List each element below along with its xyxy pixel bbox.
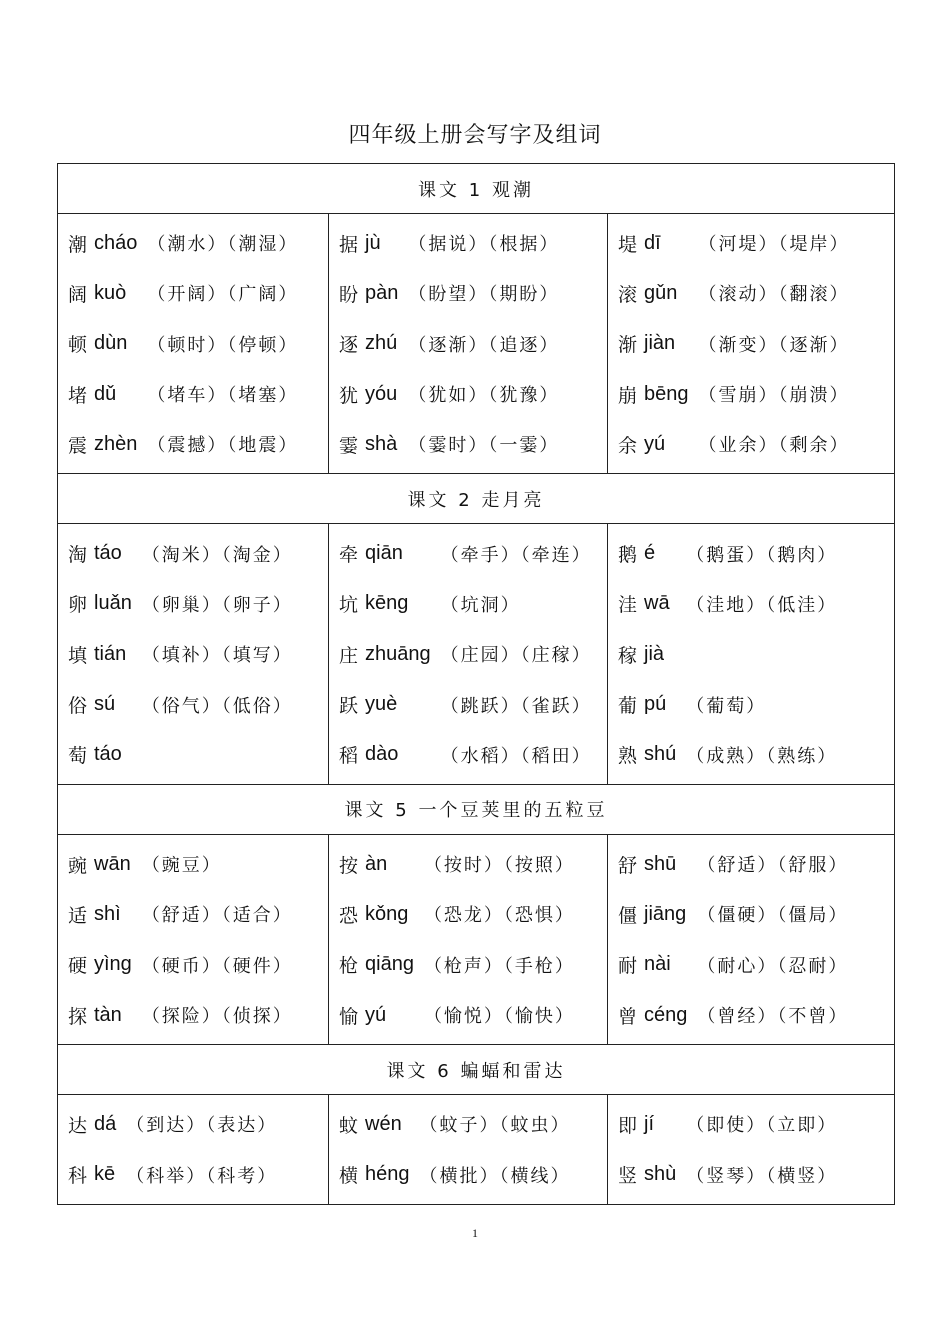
word-group: （庄园）（庄稼） xyxy=(440,645,592,667)
pinyin: dào xyxy=(365,743,399,766)
character-entry xyxy=(68,268,328,318)
hanzi-character: 霎 xyxy=(339,434,359,457)
lesson-header xyxy=(58,784,895,834)
pinyin: héng xyxy=(365,1163,410,1186)
character-entry xyxy=(339,730,607,780)
hanzi-character: 竖 xyxy=(618,1165,638,1188)
hanzi-character: 熟 xyxy=(618,745,638,768)
character-column xyxy=(608,1095,895,1205)
word-group: （震撼）（地震） xyxy=(147,435,299,457)
hanzi-character: 豌 xyxy=(68,854,88,877)
lesson-title: 课文 1 观潮 xyxy=(418,179,534,201)
pinyin: yìng xyxy=(94,953,132,976)
character-entry xyxy=(68,218,328,268)
word-group: （葡萄） xyxy=(686,695,767,717)
word-group: （犹如）（犹豫） xyxy=(408,385,560,407)
pinyin: jí xyxy=(644,1112,654,1135)
pinyin: jiàn xyxy=(644,332,676,355)
hanzi-character: 余 xyxy=(618,434,638,457)
pinyin: céng xyxy=(644,1003,688,1026)
character-column xyxy=(608,524,895,784)
word-group: （俗气）（低俗） xyxy=(141,695,293,717)
pinyin: kē xyxy=(94,1163,116,1186)
pinyin: yuè xyxy=(365,693,398,716)
hanzi-character: 卵 xyxy=(68,594,88,617)
pinyin: zhuāng xyxy=(365,642,431,665)
hanzi-character: 按 xyxy=(339,854,359,877)
pinyin: yú xyxy=(644,432,666,455)
lesson-title: 课文 5 一个豆荚里的五粒豆 xyxy=(344,800,608,822)
hanzi-character: 探 xyxy=(68,1005,88,1028)
pinyin: é xyxy=(644,542,656,565)
pinyin: wā xyxy=(644,592,670,615)
word-group: （僵硬）（僵局） xyxy=(697,905,849,927)
hanzi-character: 庄 xyxy=(339,644,359,667)
hanzi-character: 适 xyxy=(68,904,88,927)
character-entry xyxy=(68,1149,328,1199)
word-group: （即使）（立即） xyxy=(686,1115,838,1137)
character-entry xyxy=(68,319,328,369)
word-group: （按时）（按照） xyxy=(423,855,575,877)
lesson-content-row xyxy=(58,214,895,474)
vocabulary-table xyxy=(57,163,895,1205)
character-entry xyxy=(339,218,607,268)
character-entry xyxy=(618,730,894,780)
word-group: （鹅蛋）（鹅肉） xyxy=(686,544,838,566)
hanzi-character: 蚊 xyxy=(339,1114,359,1137)
character-entry xyxy=(618,319,894,369)
word-group: （探险）（侦探） xyxy=(141,1006,293,1027)
page-title: 四年级上册会写字及组词 xyxy=(348,123,602,148)
character-entry xyxy=(339,940,607,990)
character-entry xyxy=(339,579,607,629)
character-entry xyxy=(618,528,894,578)
hanzi-character: 震 xyxy=(68,434,88,457)
hanzi-character: 堤 xyxy=(618,233,638,256)
character-entry xyxy=(68,629,328,679)
character-entry xyxy=(339,319,607,369)
pinyin: shà xyxy=(365,432,398,455)
word-group: （洼地）（低洼） xyxy=(686,594,838,616)
pinyin: shū xyxy=(644,852,677,875)
hanzi-character: 硬 xyxy=(68,955,88,978)
hanzi-character: 渐 xyxy=(618,334,638,357)
character-column xyxy=(608,834,895,1044)
character-entry xyxy=(618,679,894,729)
character-entry xyxy=(68,839,328,889)
word-group: （牵手）（牵连） xyxy=(440,544,592,566)
pinyin: dùn xyxy=(94,332,128,355)
character-entry xyxy=(68,730,328,780)
hanzi-character: 恐 xyxy=(339,904,359,927)
pinyin: jù xyxy=(365,231,381,254)
hanzi-character: 淘 xyxy=(68,544,88,567)
character-entry xyxy=(618,940,894,990)
word-group: （顿时）（停顿） xyxy=(147,334,299,356)
word-group: （卵巢）（卵子） xyxy=(141,594,293,616)
character-entry xyxy=(618,419,894,469)
character-entry xyxy=(68,419,328,469)
character-entry xyxy=(618,990,894,1040)
hanzi-character: 盼 xyxy=(339,283,359,306)
pinyin: táo xyxy=(94,743,122,766)
character-entry xyxy=(618,839,894,889)
hanzi-character: 阔 xyxy=(68,283,88,306)
word-group: （舒适）（适合） xyxy=(141,905,293,927)
character-entry xyxy=(618,1149,894,1199)
hanzi-character: 牵 xyxy=(339,544,359,567)
pinyin: kēng xyxy=(365,592,409,615)
pinyin: sú xyxy=(94,693,116,716)
character-column xyxy=(58,834,329,1044)
word-group: （堵车）（堵塞） xyxy=(147,385,299,407)
hanzi-character: 耐 xyxy=(618,955,638,978)
character-entry xyxy=(339,268,607,318)
character-entry xyxy=(618,268,894,318)
pinyin: shì xyxy=(94,902,121,925)
character-column xyxy=(58,214,329,474)
character-entry xyxy=(339,629,607,679)
pinyin: yóu xyxy=(365,382,398,405)
pinyin: tián xyxy=(94,642,127,665)
hanzi-character: 萄 xyxy=(68,745,88,768)
lesson-header-row xyxy=(58,784,895,834)
lesson-header-row xyxy=(58,164,895,214)
character-entry xyxy=(68,679,328,729)
lesson-content-row xyxy=(58,834,895,1044)
hanzi-character: 崩 xyxy=(618,384,638,407)
word-group: （曾经）（不曾） xyxy=(697,1006,849,1027)
lesson-header xyxy=(58,474,895,524)
hanzi-character: 逐 xyxy=(339,334,359,357)
lesson-header xyxy=(58,164,895,214)
character-entry xyxy=(68,579,328,629)
character-entry xyxy=(618,889,894,939)
character-entry xyxy=(339,1099,607,1149)
pinyin: dī xyxy=(644,231,661,254)
character-entry xyxy=(618,629,894,679)
hanzi-character: 滚 xyxy=(618,283,638,306)
pinyin: luǎn xyxy=(94,592,132,615)
word-group: （坑洞） xyxy=(440,594,521,616)
hanzi-character: 即 xyxy=(618,1114,638,1137)
lesson-title: 课文 6 蝙蝠和雷达 xyxy=(386,1060,566,1082)
lesson-header xyxy=(58,1045,895,1095)
character-entry xyxy=(339,1149,607,1199)
pinyin: nài xyxy=(644,953,671,976)
word-group: （淘米）（淘金） xyxy=(141,544,293,566)
character-entry xyxy=(68,1099,328,1149)
pinyin: jià xyxy=(644,642,665,665)
character-entry xyxy=(68,369,328,419)
word-group: （河堤）（堤岸） xyxy=(698,234,850,256)
word-group: （业余）（剩余） xyxy=(698,435,850,457)
pinyin: kuò xyxy=(94,281,127,304)
word-group: （耐心）（忍耐） xyxy=(697,955,849,977)
character-entry xyxy=(618,579,894,629)
character-entry xyxy=(618,369,894,419)
word-group: （据说）（根据） xyxy=(408,234,560,256)
character-entry xyxy=(339,839,607,889)
hanzi-character: 据 xyxy=(339,233,359,256)
word-group: （滚动）（翻滚） xyxy=(698,284,850,306)
lesson-header-row xyxy=(58,1045,895,1095)
pinyin: qiān xyxy=(365,542,403,565)
hanzi-character: 稼 xyxy=(618,644,638,667)
word-group: （渐变）（逐渐） xyxy=(698,334,850,356)
character-entry xyxy=(339,369,607,419)
pinyin: kǒng xyxy=(365,902,409,925)
pinyin: qiāng xyxy=(365,953,414,976)
character-entry xyxy=(68,528,328,578)
page-number: 1 xyxy=(472,1226,478,1240)
pinyin: bēng xyxy=(644,382,689,405)
word-group: （填补）（填写） xyxy=(141,645,293,667)
hanzi-character: 顿 xyxy=(68,334,88,357)
pinyin: pú xyxy=(644,693,667,716)
character-entry xyxy=(339,990,607,1040)
word-group: （横批）（横线） xyxy=(419,1165,571,1187)
character-entry xyxy=(68,990,328,1040)
word-group: （科举）（科考） xyxy=(126,1165,278,1187)
word-group: （开阔）（广阔） xyxy=(147,284,299,306)
lesson-content-row xyxy=(58,1095,895,1205)
hanzi-character: 科 xyxy=(68,1165,88,1188)
hanzi-character: 横 xyxy=(339,1165,359,1188)
character-column xyxy=(608,214,895,474)
pinyin: zhú xyxy=(365,332,398,355)
character-entry xyxy=(339,889,607,939)
hanzi-character: 填 xyxy=(68,644,88,667)
word-group: （恐龙）（恐惧） xyxy=(423,905,575,927)
word-group: （舒适）（舒服） xyxy=(697,855,849,877)
hanzi-character: 稻 xyxy=(339,745,359,768)
pinyin: wén xyxy=(365,1112,402,1135)
character-column xyxy=(329,834,608,1044)
hanzi-character: 愉 xyxy=(339,1005,359,1028)
hanzi-character: 葡 xyxy=(618,695,638,718)
pinyin: yú xyxy=(365,1003,387,1026)
word-group: （愉悦）（愉快） xyxy=(423,1006,575,1027)
word-group: （盼望）（期盼） xyxy=(408,284,560,306)
hanzi-character: 坑 xyxy=(339,594,359,617)
character-entry xyxy=(618,218,894,268)
pinyin: zhèn xyxy=(94,432,138,455)
pinyin: shù xyxy=(644,1163,677,1186)
hanzi-character: 达 xyxy=(68,1114,88,1137)
word-group: （到达）（表达） xyxy=(126,1115,278,1137)
character-column xyxy=(329,214,608,474)
character-entry xyxy=(68,889,328,939)
character-entry xyxy=(339,419,607,469)
pinyin: táo xyxy=(94,542,122,565)
word-group: （雪崩）（崩溃） xyxy=(698,385,850,407)
character-entry xyxy=(618,1099,894,1149)
hanzi-character: 僵 xyxy=(618,904,638,927)
pinyin: dǔ xyxy=(94,382,117,405)
word-group: （霎时）（一霎） xyxy=(408,435,560,457)
word-group: （枪声）（手枪） xyxy=(423,955,575,977)
character-entry xyxy=(339,528,607,578)
pinyin: cháo xyxy=(94,231,138,254)
word-group: （水稻）（稻田） xyxy=(440,745,592,767)
word-group: （逐渐）（追逐） xyxy=(408,334,560,356)
pinyin: gǔn xyxy=(644,281,678,304)
word-group: （跳跃）（雀跃） xyxy=(440,695,592,717)
pinyin: shú xyxy=(644,743,677,766)
word-group: （硬币）（硬件） xyxy=(141,955,293,977)
lesson-content-row xyxy=(58,524,895,784)
hanzi-character: 枪 xyxy=(339,955,359,978)
pinyin: pàn xyxy=(365,281,399,304)
lesson-title: 课文 2 走月亮 xyxy=(407,489,545,511)
hanzi-character: 跃 xyxy=(339,695,359,718)
pinyin: tàn xyxy=(94,1003,122,1026)
pinyin: dá xyxy=(94,1112,117,1135)
character-column xyxy=(58,524,329,784)
word-group: （豌豆） xyxy=(141,855,222,877)
word-group: （蚊子）（蚊虫） xyxy=(419,1115,571,1137)
hanzi-character: 潮 xyxy=(68,233,88,256)
pinyin: jiāng xyxy=(644,902,687,925)
hanzi-character: 俗 xyxy=(68,695,88,718)
character-entry xyxy=(68,940,328,990)
pinyin: wān xyxy=(94,852,131,875)
hanzi-character: 堵 xyxy=(68,384,88,407)
character-column xyxy=(329,524,608,784)
character-column xyxy=(58,1095,329,1205)
hanzi-character: 犹 xyxy=(339,384,359,407)
word-group: （成熟）（熟练） xyxy=(686,745,838,767)
word-group: （竖琴）（横竖） xyxy=(686,1165,838,1187)
character-column xyxy=(329,1095,608,1205)
word-group: （潮水）（潮湿） xyxy=(147,234,299,256)
lesson-header-row xyxy=(58,474,895,524)
hanzi-character: 鹅 xyxy=(618,544,638,567)
character-entry xyxy=(339,679,607,729)
hanzi-character: 洼 xyxy=(618,594,638,617)
hanzi-character: 曾 xyxy=(618,1005,638,1028)
pinyin: àn xyxy=(365,852,388,875)
hanzi-character: 舒 xyxy=(618,854,638,877)
